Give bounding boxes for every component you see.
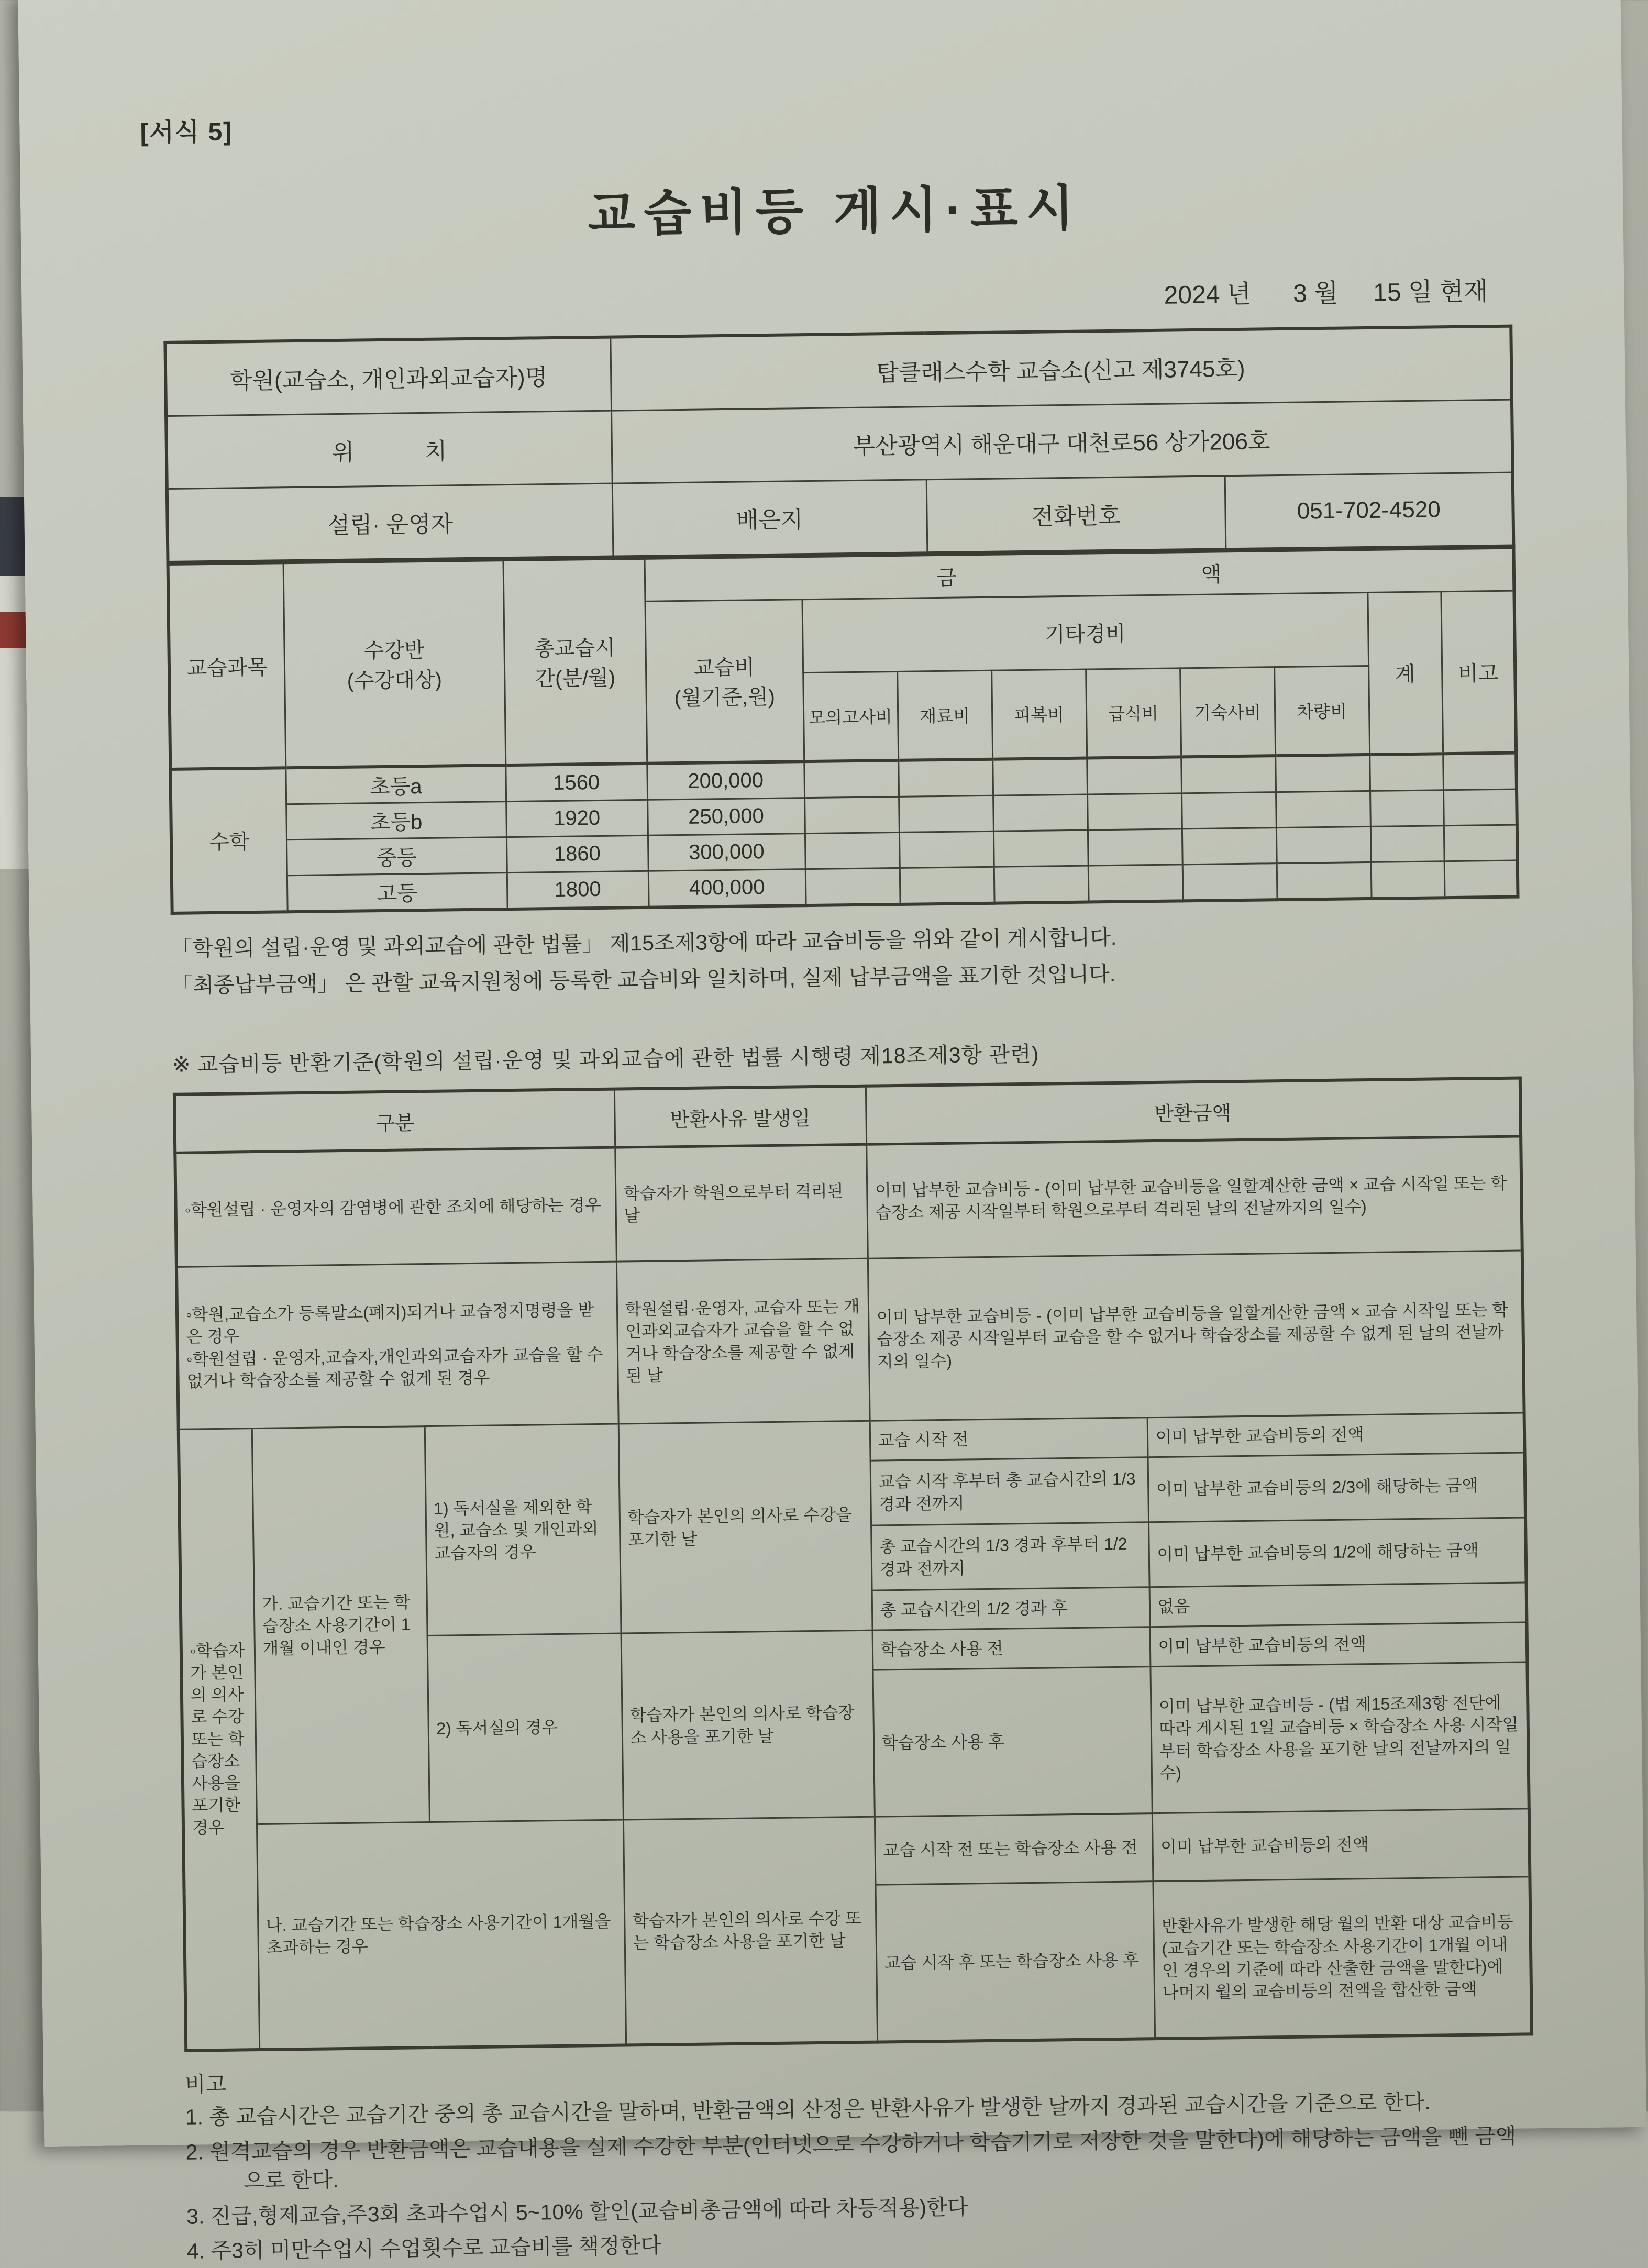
fee-cell-empty xyxy=(1444,825,1518,861)
note-item: 2. 원격교습의 경우 반환금액은 교습내용을 실제 수강한 부분(인터넷으로 수강하거나 학습기기로 저장한 것을 말한다)에 해당하는 금액을 뺀 금액으로 한다. xyxy=(185,2123,1517,2193)
fee-cell-empty xyxy=(1277,862,1372,900)
refund-header-date: 반환사유 발생일 xyxy=(614,1086,866,1147)
fee-tuition: 400,000 xyxy=(648,869,806,908)
statement-line: 「최종납부금액」 은 관할 교육지원청에 등록한 교습비와 일치하며, 실제 납부금액을 표기한 것입니다. xyxy=(171,961,1116,998)
refund-condition: 교습 시작 전 xyxy=(870,1418,1148,1461)
fee-cell-empty xyxy=(993,830,1088,867)
fee-header-note: 비고 xyxy=(1441,591,1516,754)
fee-tuition: 300,000 xyxy=(648,834,805,871)
refund-table xyxy=(173,1077,1533,2052)
fee-cell-empty xyxy=(1369,754,1443,791)
fee-header-other: 기타경비 xyxy=(802,592,1368,672)
fee-table xyxy=(167,546,1520,915)
fee-time: 1920 xyxy=(506,800,648,837)
fee-header-amount: 금 액 xyxy=(644,548,1514,601)
fee-cell-empty xyxy=(1087,757,1181,794)
fee-class: 중등 xyxy=(286,837,507,876)
statement-line: 「학원의 설립·운영 및 과외교습에 관한 법률」 제15조제3항에 따라 교습비등을 위와 같이 게시합니다. xyxy=(171,925,1117,961)
fee-cell-empty xyxy=(1371,861,1445,899)
refund-r1-amount: 이미 납부한 교습비등 - (이미 납부한 교습비등을 일할계산한 금액 × 교습 시작일 또는 학습장소 제공 시작일부터 학원으로부터 격리된 날의 전날까지의 일수) xyxy=(866,1136,1522,1258)
refund-header-amount: 반환금액 xyxy=(866,1078,1521,1145)
fee-cell-empty xyxy=(1181,792,1276,829)
fee-cell-empty xyxy=(1087,793,1182,830)
fee-cell-empty xyxy=(1182,828,1277,865)
fee-cell-empty xyxy=(805,832,900,869)
fee-cell-empty xyxy=(1276,826,1371,863)
fee-time: 1800 xyxy=(507,871,649,909)
fee-cell-empty xyxy=(805,868,900,905)
fee-tuition: 200,000 xyxy=(647,761,804,800)
fee-cell-empty xyxy=(1443,789,1517,826)
fee-header-total-time: 총교습시 간(분/월) xyxy=(503,558,647,765)
fee-header-transport: 차량비 xyxy=(1274,666,1369,756)
refund-amount: 이미 납부한 교습비등의 전액 xyxy=(1150,1622,1528,1667)
fee-time: 1560 xyxy=(505,764,647,802)
fee-cell-empty xyxy=(804,760,899,798)
fee-cell-empty xyxy=(804,796,899,833)
refund-r3-case-a2: 2) 독서실의 경우 xyxy=(427,1633,623,1822)
document-paper xyxy=(18,0,1646,2264)
fee-header-subject: 교습과목 xyxy=(168,562,286,769)
refund-condition: 학습장소 사용 후 xyxy=(872,1667,1152,1817)
page-title: 교습비등 게시·표시 xyxy=(587,180,1082,242)
date-line: 2024 년 3 월 15 일 현재 xyxy=(1164,278,1488,309)
institute-info-table xyxy=(163,325,1515,564)
table-row xyxy=(176,1251,1524,1429)
fee-cell-empty xyxy=(994,866,1089,903)
table-row xyxy=(175,1136,1522,1267)
fee-header-materials: 재료비 xyxy=(897,670,992,760)
refund-r2-amount: 이미 납부한 교습비등 - (이미 납부한 교습비등을 일할계산한 금액 × 교습 시작일 또는 학습장소 제공 시작일부터 교습을 할 수 없거나 학습장소를 제공할 수 없게 된 날의 전날까지의 일수) xyxy=(868,1251,1524,1421)
info-value-founder: 배은지 xyxy=(612,480,927,557)
info-value-location: 부산광역시 해운대구 대천로56 상가206호 xyxy=(611,400,1513,483)
fee-class: 고등 xyxy=(287,873,507,912)
fee-cell-empty xyxy=(1370,790,1444,827)
refund-r2-date: 학원설립·운영자, 교습자 또는 개인과외교습자가 교습을 할 수 없거나 학습장소를 제공할 수 없게 된 날 xyxy=(616,1258,870,1424)
note-item: 3. 진급,형제교습,주3회 초과수업시 5~10% 할인(교습비총금액에 따라 차등적용)한다 xyxy=(186,2195,968,2229)
fee-header-sum: 계 xyxy=(1367,591,1443,755)
refund-section-title: ※ 교습비등 반환기준(학원의 설립·운영 및 과외교습에 관한 법률 시행령 제18조제3항 관련) xyxy=(172,1042,1039,1077)
legal-statements xyxy=(171,916,1517,1002)
fee-cell-empty xyxy=(1181,756,1276,793)
info-value-institute-name: 탑클래스수학 교습소(신고 제3745호) xyxy=(610,326,1512,411)
fee-subject: 수학 xyxy=(170,768,287,913)
fee-cell-empty xyxy=(1182,864,1277,901)
note-item: 1. 총 교습시간은 교습기간 중의 총 교습시간을 말하며, 반환금액의 산정은 반환사유가 발생한 날까지 경과된 교습시간을 기준으로 한다. xyxy=(185,2089,1431,2129)
fee-cell-empty xyxy=(1275,755,1370,792)
fee-header-meals: 급식비 xyxy=(1086,668,1181,758)
fee-cell-empty xyxy=(900,867,994,904)
fee-cell-empty xyxy=(993,794,1088,831)
fee-cell-empty xyxy=(1443,753,1517,790)
refund-condition: 교습 시작 전 또는 학습장소 사용 전 xyxy=(875,1813,1153,1885)
refund-amount: 없음 xyxy=(1149,1583,1527,1627)
fee-cell-empty xyxy=(1276,791,1370,827)
refund-r3-case-a2-date: 학습자가 본인의 의사로 학습장소 사용을 포기한 날 xyxy=(621,1630,875,1820)
fee-header-mock-exam: 모의고사비 xyxy=(803,671,898,761)
refund-r3-category-main: ◦학습자가 본인의 의사로 수강 또는 학습장소 사용을 포기한 경우 xyxy=(179,1429,259,2051)
refund-condition: 총 교습시간의 1/3 경과 후부터 1/2 경과 전까지 xyxy=(871,1522,1149,1590)
refund-r3-case-a: 가. 교습기간 또는 학습장소 사용기간이 1개월 이내인 경우 xyxy=(252,1426,429,1824)
refund-amount: 이미 납부한 교습비등의 1/2에 해당하는 금액 xyxy=(1148,1518,1526,1587)
refund-r3-case-a1-date: 학습자가 본인의 의사로 수강을 포기한 날 xyxy=(618,1421,872,1633)
fee-cell-empty xyxy=(1088,865,1183,902)
fee-cell-empty xyxy=(898,759,993,797)
refund-r1-date: 학습자가 학원으로부터 격리된 날 xyxy=(615,1144,868,1262)
info-label-institute-name: 학원(교습소, 개인과외교습자)명 xyxy=(165,337,611,416)
fee-cell-empty xyxy=(1444,860,1518,898)
refund-r3-case-a1: 1) 독서실을 제외한 학원, 교습소 및 개인과외교습자의 경우 xyxy=(425,1424,621,1635)
note-item: 4. 주3히 미만수업시 수업횟수로 교습비를 책정한다 xyxy=(186,2233,662,2264)
fee-class: 초등a xyxy=(285,765,506,804)
fee-class: 초등b xyxy=(286,802,506,840)
refund-condition: 총 교습시간의 1/2 경과 후 xyxy=(872,1587,1150,1630)
form-number: [서식 5] xyxy=(140,118,233,147)
refund-header-category: 구분 xyxy=(174,1089,615,1153)
fee-cell-empty xyxy=(899,795,993,832)
refund-amount: 반환사유가 발생한 해당 월의 반환 대상 교습비등(교습기간 또는 학습장소 사용기간이 1개월 이내인 경우의 기준에 따라 산출한 금액을 말한다)에 나머지 월의 교습비등의 전액을 합산한 금액 xyxy=(1153,1877,1532,2039)
refund-r3-case-b: 나. 교습기간 또는 학습장소 사용기간이 1개월을 초과하는 경우 xyxy=(257,1820,626,2050)
refund-amount: 이미 납부한 교습비등의 2/3에 해당하는 금액 xyxy=(1148,1453,1525,1522)
info-label-phone: 전화번호 xyxy=(926,476,1226,553)
refund-amount: 이미 납부한 교습비등 - (법 제15조제3항 전단에 따라 게시된 1일 교습비등 × 학습장소 사용 시작일부터 학습장소 사용을 포기한 날의 전날까지의 일수) xyxy=(1150,1662,1529,1813)
fee-time: 1860 xyxy=(506,835,648,872)
document-content xyxy=(18,0,1611,2268)
fee-header-clothing: 피복비 xyxy=(991,669,1087,759)
refund-condition: 학습장소 사용 전 xyxy=(872,1627,1151,1670)
fee-tuition: 250,000 xyxy=(647,798,805,836)
refund-amount: 이미 납부한 교습비등의 전액 xyxy=(1152,1809,1530,1882)
fee-header-class: 수강반 (수강대상) xyxy=(283,560,506,768)
fee-header-tuition: 교습비 (월기준,원) xyxy=(645,599,804,764)
info-label-founder: 설립· 운영자 xyxy=(167,483,613,562)
fee-cell-empty xyxy=(992,758,1087,796)
refund-r1-category: ◦학원설립 · 운영자의 감염병에 관한 조치에 해당하는 경우 xyxy=(175,1147,616,1267)
fee-cell-empty xyxy=(899,831,994,868)
notes-title: 비고 xyxy=(184,2072,227,2097)
info-value-phone: 051-702-4520 xyxy=(1225,472,1514,549)
refund-amount: 이미 납부한 교습비등의 전액 xyxy=(1147,1413,1525,1457)
refund-r2-category: ◦학원,교습소가 등록말소(폐지)되거나 교습정지명령을 받은 경우 ◦학원설립 · 운영자,교습자,개인과외교습자가 교습을 할 수 없거나 학습장소를 제공할 수 없게 된 경우 xyxy=(176,1262,618,1429)
fee-header-dormitory: 기숙사비 xyxy=(1180,667,1275,757)
fee-cell-empty xyxy=(1088,829,1182,866)
refund-r3-case-b-date: 학습자가 본인의 의사로 수강 또는 학습장소 사용을 포기한 날 xyxy=(623,1817,877,2045)
notes-section xyxy=(185,2053,1533,2266)
info-label-location: 위 치 xyxy=(166,411,612,489)
refund-condition: 교습 시작 후 또는 학습장소 사용 후 xyxy=(876,1882,1155,2042)
refund-condition: 교습 시작 후부터 총 교습시간의 1/3 경과 전까지 xyxy=(870,1457,1148,1525)
fee-cell-empty xyxy=(1370,826,1444,862)
